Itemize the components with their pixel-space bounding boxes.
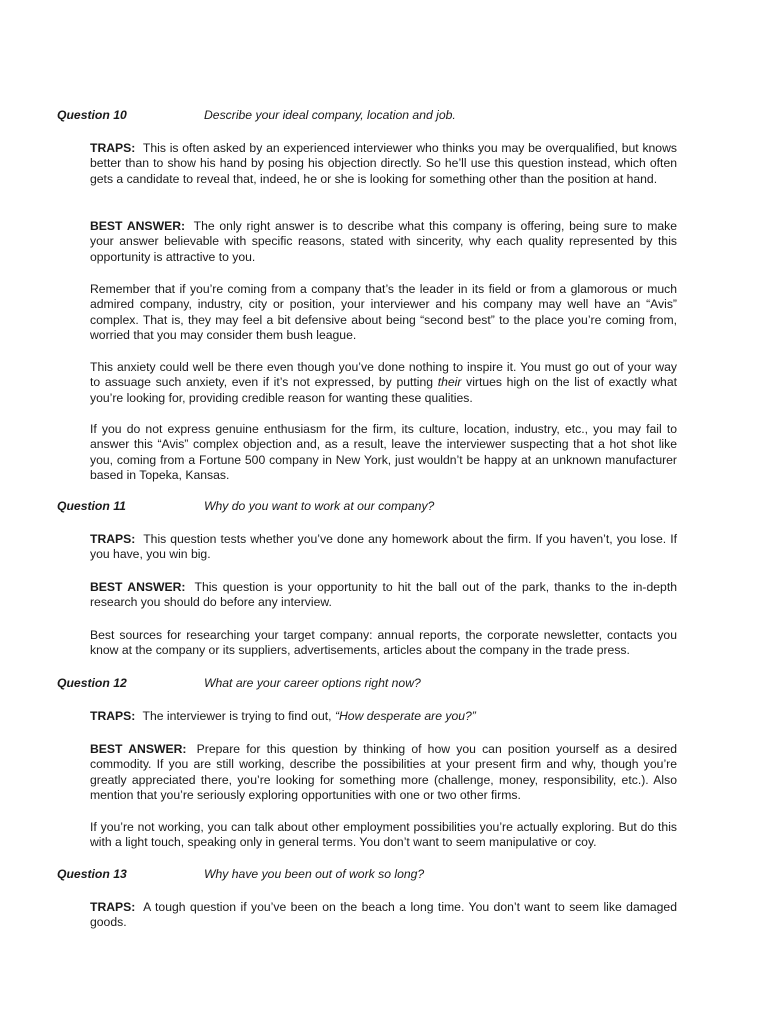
- traps-paragraph: [90, 532, 677, 563]
- traps-paragraph: [90, 141, 677, 187]
- body-paragraph: [90, 422, 677, 483]
- traps-paragraph: [90, 900, 677, 931]
- paragraph-text: The only right answer is to describe what this company is offering, being sure to make your answer believable with specific reasons, stated with sincerity, why each quality represented by this opportunity is attractive to you.: [90, 219, 677, 264]
- paragraph-text: This is often asked by an experienced interviewer who thinks you may be overqualified, but knows better than to show his hand by posing his objection directly. So he’ll use this question instead, which often gets a candidate to reveal that, indeed, he or she is looking for something other than the position at hand.: [90, 141, 677, 186]
- paragraph-text: If you’re not working, you can talk about other employment possibilities you’re actually exploring. But do this with a light touch, speaking only in general terms. You don’t want to seem manipulative or coy.: [90, 820, 677, 850]
- question-text: Why have you been out of work so long?: [204, 867, 425, 881]
- question-label: Question 12: [57, 676, 127, 690]
- paragraph-text: If you do not express genuine enthusiasm for the firm, its culture, location, industry, etc., you may fail to answer this “Avis” complex objection and, as a result, leave the interviewer suspecting that a hot shot like you, coming from a Fortune 500 company in New York, just wouldn’t be happy at an unknown manufacturer based in Topeka, Kansas.: [90, 422, 677, 482]
- paragraph-text: The interviewer is trying to find out,: [142, 709, 335, 723]
- emphasis-text: “How desperate are you?”: [334, 709, 476, 723]
- paragraph-text: This question tests whether you’ve done any homework about the firm. If you haven’t, you lose. If you have, you win big.: [90, 532, 677, 562]
- question-label: Question 10: [57, 108, 127, 122]
- question-text: Describe your ideal company, location and job.: [204, 108, 456, 122]
- traps-paragraph: [90, 709, 677, 724]
- emphasis-text: their: [437, 375, 462, 390]
- best-answer-label: BEST ANSWER:: [90, 742, 187, 756]
- body-paragraph: [90, 628, 677, 659]
- body-paragraph: [90, 282, 677, 343]
- question-label: Question 13: [57, 867, 127, 881]
- traps-label: TRAPS:: [90, 141, 136, 155]
- best-answer-paragraph: [90, 742, 677, 803]
- traps-label: TRAPS:: [90, 532, 136, 546]
- paragraph-text: This question is your opportunity to hit the ball out of the park, thanks to the in-depth research you should do before any interview.: [90, 580, 677, 610]
- paragraph-text: Best sources for researching your target company: annual reports, the corporate newsletter, contacts you know at the company or its suppliers, advertisements, articles about the company in the trade press.: [90, 628, 677, 658]
- best-answer-label: BEST ANSWER:: [90, 219, 186, 233]
- body-paragraph: [90, 360, 677, 406]
- paragraph-text: Prepare for this question by thinking of how you can position yourself as a desired commodity. If you are still working, describe the possibilities at your present firm and why, though you’re greatly appreciated there, you’re looking for something more (challenge, money, responsibility, etc.). Also mention that you’re seriously exploring opportunities with one or two other firms.: [90, 742, 677, 802]
- body-paragraph: [90, 820, 677, 851]
- traps-label: TRAPS:: [90, 900, 136, 914]
- question-text: Why do you want to work at our company?: [204, 499, 435, 513]
- paragraph-text: This anxiety could well be there even though you’ve done nothing to inspire it. You must go out of your way to assuage such anxiety, even if it’s not expressed, by putting: [90, 360, 677, 390]
- best-answer-paragraph: [90, 219, 677, 265]
- traps-label: TRAPS:: [90, 709, 136, 723]
- question-text: What are your career options right now?: [204, 676, 421, 690]
- paragraph-text: Remember that if you’re coming from a company that’s the leader in its field or from a glamorous or much admired company, industry, city or position, your interviewer and his company may well have an “Avis” complex. That is, they may feel a bit defensive about being “second best” to the place you’re coming from, worried that you may consider them bush league.: [90, 282, 677, 342]
- best-answer-label: BEST ANSWER:: [90, 580, 186, 594]
- paragraph-text: virtues high on the list of exactly what you’re looking for, providing credible reason for wanting these qualities.: [90, 375, 677, 405]
- paragraph-text: A tough question if you’ve been on the beach a long time. You don’t want to seem like damaged goods.: [90, 900, 677, 930]
- question-label: Question 11: [57, 499, 126, 513]
- best-answer-paragraph: [90, 580, 677, 611]
